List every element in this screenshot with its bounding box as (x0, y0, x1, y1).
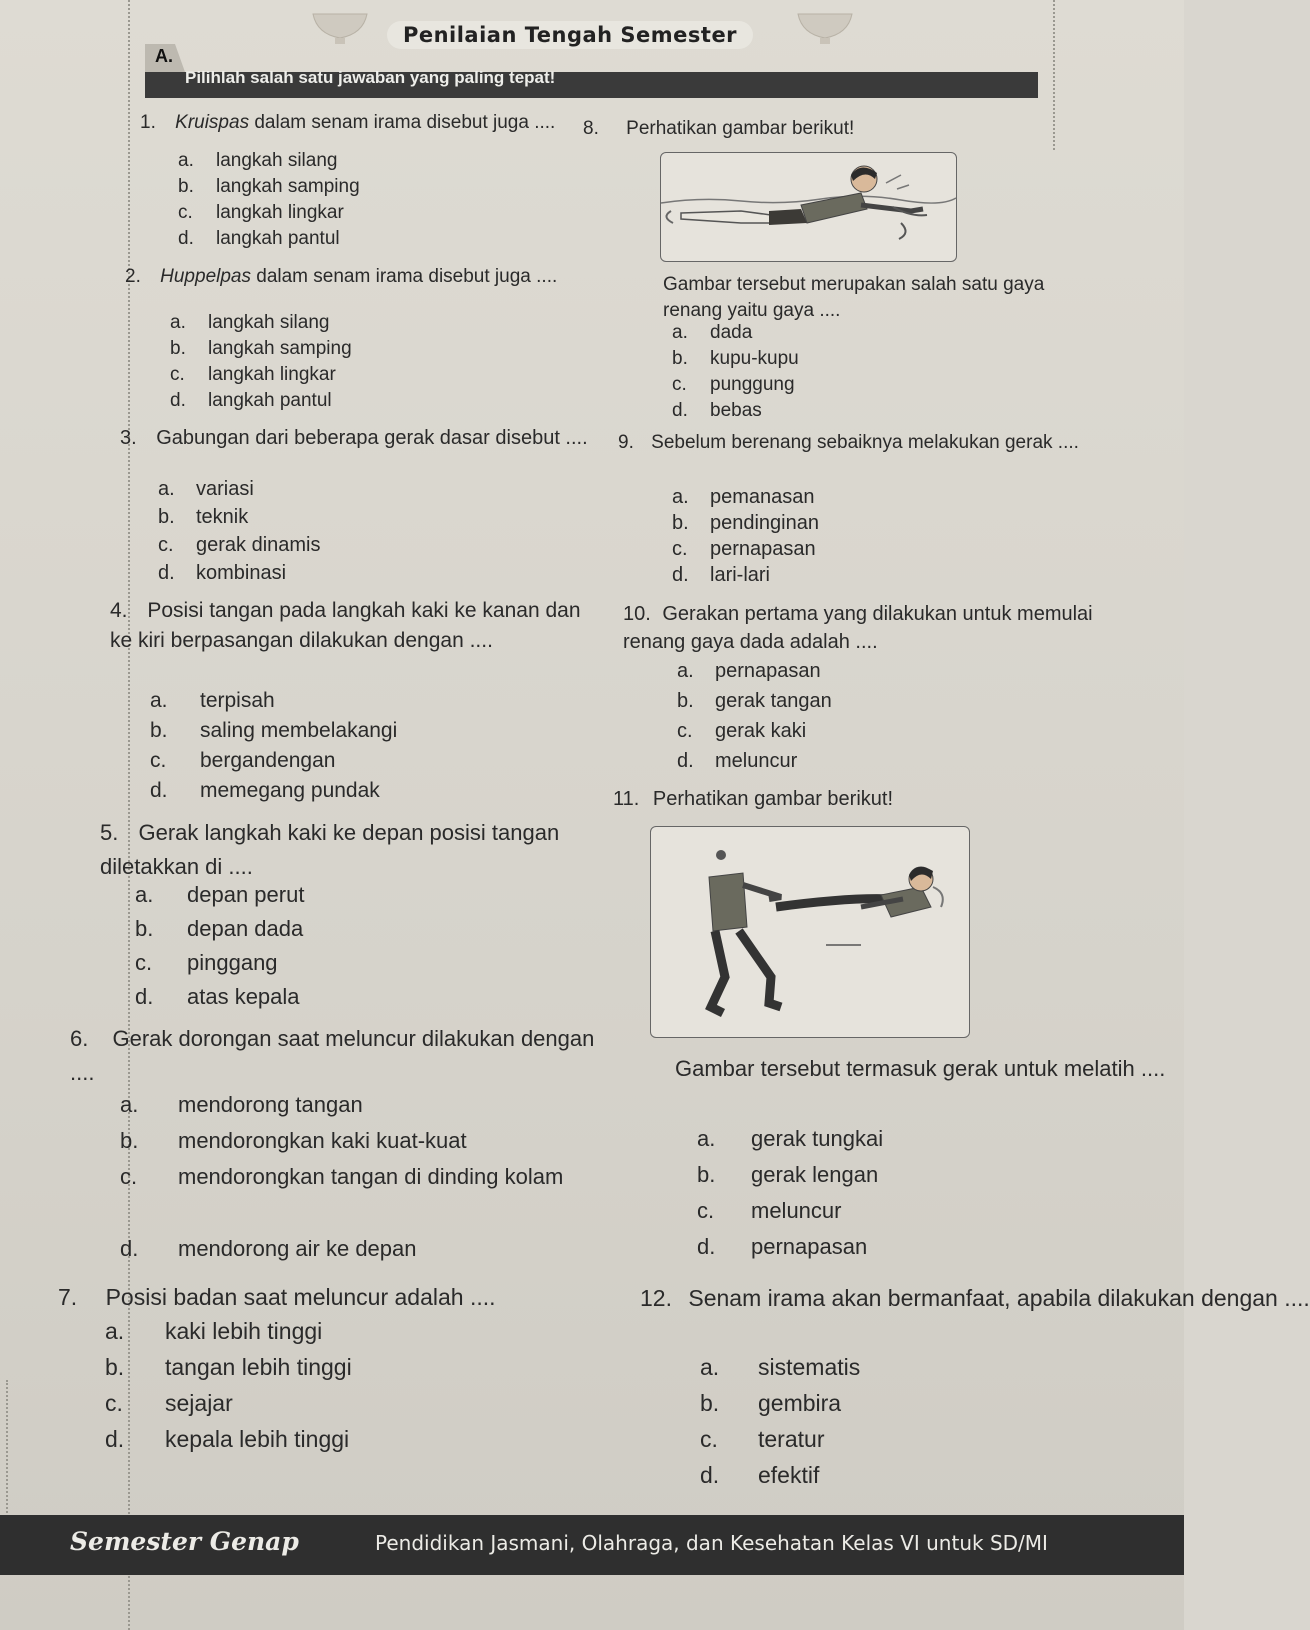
question-6 (70, 1022, 610, 1090)
q4-option-c[interactable]: c. bergandengan (150, 749, 336, 772)
question-10 (623, 600, 1128, 656)
question-text: Posisi badan saat meluncur adalah .... (105, 1284, 496, 1310)
q2-option-d[interactable]: d. langkah pantul (170, 390, 332, 411)
q3-option-c[interactable]: c. gerak dinamis (158, 534, 321, 556)
q5-option-d[interactable]: d. atas kepala (135, 984, 300, 1009)
q6-option-a[interactable]: a. mendorong tangan (120, 1092, 363, 1117)
q12-option-c[interactable]: c. teratur (700, 1426, 825, 1452)
question-number: 10. (623, 603, 651, 625)
question-text: Perhatikan gambar berikut! (652, 788, 894, 810)
question-text: dalam senam irama disebut juga .... (250, 266, 558, 287)
question-number: 4. (110, 599, 128, 622)
question-11 (613, 786, 1013, 812)
section-instruction: Pilihlah salah satu jawaban yang paling tepat! (185, 68, 556, 87)
right-dotted-margin (1053, 0, 1057, 150)
swimming-freestyle-image (660, 152, 957, 262)
q12-option-d[interactable]: d. efektif (700, 1462, 820, 1488)
question-7 (58, 1280, 618, 1314)
question-text: Gabungan dari beberapa gerak dasar disebut .... (156, 427, 588, 449)
question-number: 11. (613, 788, 640, 810)
section-a-banner (145, 44, 1038, 98)
kicking-exercise-image (650, 826, 970, 1038)
q4-option-d[interactable]: d. memegang pundak (150, 779, 380, 802)
q2-option-c[interactable]: c. langkah lingkar (170, 364, 336, 385)
q1-option-a[interactable]: a. langkah silang (178, 150, 338, 171)
q2-option-b[interactable]: b. langkah samping (170, 338, 352, 359)
question-3 (120, 424, 600, 452)
q11-option-b[interactable]: b. gerak lengan (697, 1162, 879, 1187)
q9-option-a[interactable]: a. pemanasan (672, 486, 815, 508)
q12-option-a[interactable]: a. sistematis (700, 1354, 861, 1380)
question-5 (100, 816, 610, 884)
question-8 (583, 116, 1003, 142)
q8-option-c[interactable]: c. punggung (672, 374, 795, 395)
question-number: 8. (583, 118, 599, 139)
q3-option-b[interactable]: b. teknik (158, 506, 249, 528)
question-number: 6. (70, 1026, 89, 1051)
q10-option-c[interactable]: c. gerak kaki (677, 720, 807, 742)
q12-option-b[interactable]: b. gembira (700, 1390, 842, 1416)
swimmer-illustration (661, 153, 956, 261)
q11-option-c[interactable]: c. meluncur (697, 1198, 842, 1223)
question-8-prompt: Gambar tersebut merupakan salah satu gaya renang yaitu gaya .... (663, 274, 1045, 321)
left-dotted-margin (128, 0, 132, 1630)
q10-option-d[interactable]: d. meluncur (677, 750, 798, 772)
q2-option-a[interactable]: a. langkah silang (170, 312, 330, 333)
question-4 (110, 596, 602, 656)
q5-option-c[interactable]: c. pinggang (135, 950, 278, 975)
exercise-illustration (651, 827, 969, 1037)
footer-bar (0, 1515, 1184, 1575)
q8-option-d[interactable]: d. bebas (672, 400, 762, 421)
q6-option-c[interactable]: c. mendorongkan tangan di dinding kolam (120, 1164, 564, 1189)
question-text: Gerak langkah kaki ke depan posisi tangan diletakkan di .... (100, 820, 560, 879)
question-number: 7. (58, 1284, 78, 1310)
q6-option-d[interactable]: d. mendorong air ke depan (120, 1236, 417, 1261)
question-text: Gerak dorongan saat meluncur dilakukan dengan .... (70, 1026, 595, 1085)
q7-option-a[interactable]: a. kaki lebih tinggi (105, 1318, 323, 1344)
question-9 (618, 430, 1088, 456)
section-letter: A. (155, 46, 173, 66)
question-text: Posisi tangan pada langkah kaki ke kanan dan ke kiri berpasangan dilakukan dengan .... (110, 599, 581, 652)
question-text: Sebelum berenang sebaiknya melakukan gerak .... (651, 432, 1079, 453)
q6-option-b[interactable]: b. mendorongkan kaki kuat-kuat (120, 1128, 467, 1153)
question-1 (140, 110, 590, 136)
q8-option-b[interactable]: b. kupu-kupu (672, 348, 799, 369)
q11-option-a[interactable]: a. gerak tungkai (697, 1126, 884, 1151)
q1-option-b[interactable]: b. langkah samping (178, 176, 360, 197)
q9-option-d[interactable]: d. lari-lari (672, 564, 770, 586)
q1-option-c[interactable]: c. langkah lingkar (178, 202, 344, 223)
page-title: Penilaian Tengah Semester (387, 21, 753, 49)
q9-option-c[interactable]: c. pernapasan (672, 538, 816, 560)
question-term: Huppelpas (160, 266, 251, 287)
question-number: 1. (140, 112, 156, 133)
question-text: Perhatikan gambar berikut! (626, 118, 855, 139)
question-12 (640, 1280, 1310, 1316)
question-number: 3. (120, 427, 137, 449)
q8-option-a[interactable]: a. dada (672, 322, 753, 343)
footer-subject: Pendidikan Jasmani, Olahraga, dan Kesehatan Kelas VI untuk SD/MI (375, 1531, 1048, 1555)
question-number: 2. (125, 266, 141, 287)
q11-option-d[interactable]: d. pernapasan (697, 1234, 868, 1259)
q5-option-a[interactable]: a. depan perut (135, 882, 305, 907)
q10-option-a[interactable]: a. pernapasan (677, 660, 821, 682)
q7-option-c[interactable]: c. sejajar (105, 1390, 233, 1416)
q9-option-b[interactable]: b. pendinginan (672, 512, 819, 534)
q4-option-b[interactable]: b. saling membelakangi (150, 719, 398, 742)
question-text: Gerakan pertama yang dilakukan untuk memulai renang gaya dada adalah .... (623, 603, 1093, 653)
question-number: 12. (640, 1285, 672, 1311)
question-2 (125, 264, 600, 290)
question-number: 9. (618, 432, 634, 453)
question-text: dalam senam irama disebut juga .... (249, 112, 556, 133)
q7-option-d[interactable]: d. kepala lebih tinggi (105, 1426, 350, 1452)
question-11-prompt: Gambar tersebut termasuk gerak untuk melatih .... (675, 1056, 1166, 1081)
q3-option-a[interactable]: a. variasi (158, 478, 254, 500)
q1-option-d[interactable]: d. langkah pantul (178, 228, 340, 249)
question-text: Senam irama akan bermanfaat, apabila dilakukan dengan .... (688, 1285, 1310, 1311)
q3-option-d[interactable]: d. kombinasi (158, 562, 287, 584)
question-number: 5. (100, 820, 119, 845)
q10-option-b[interactable]: b. gerak tangan (677, 690, 832, 712)
q4-option-a[interactable]: a. terpisah (150, 689, 275, 712)
question-term: Kruispas (175, 112, 250, 133)
q5-option-b[interactable]: b. depan dada (135, 916, 304, 941)
footer-semester: Semester Genap (70, 1527, 299, 1556)
q7-option-b[interactable]: b. tangan lebih tinggi (105, 1354, 352, 1380)
